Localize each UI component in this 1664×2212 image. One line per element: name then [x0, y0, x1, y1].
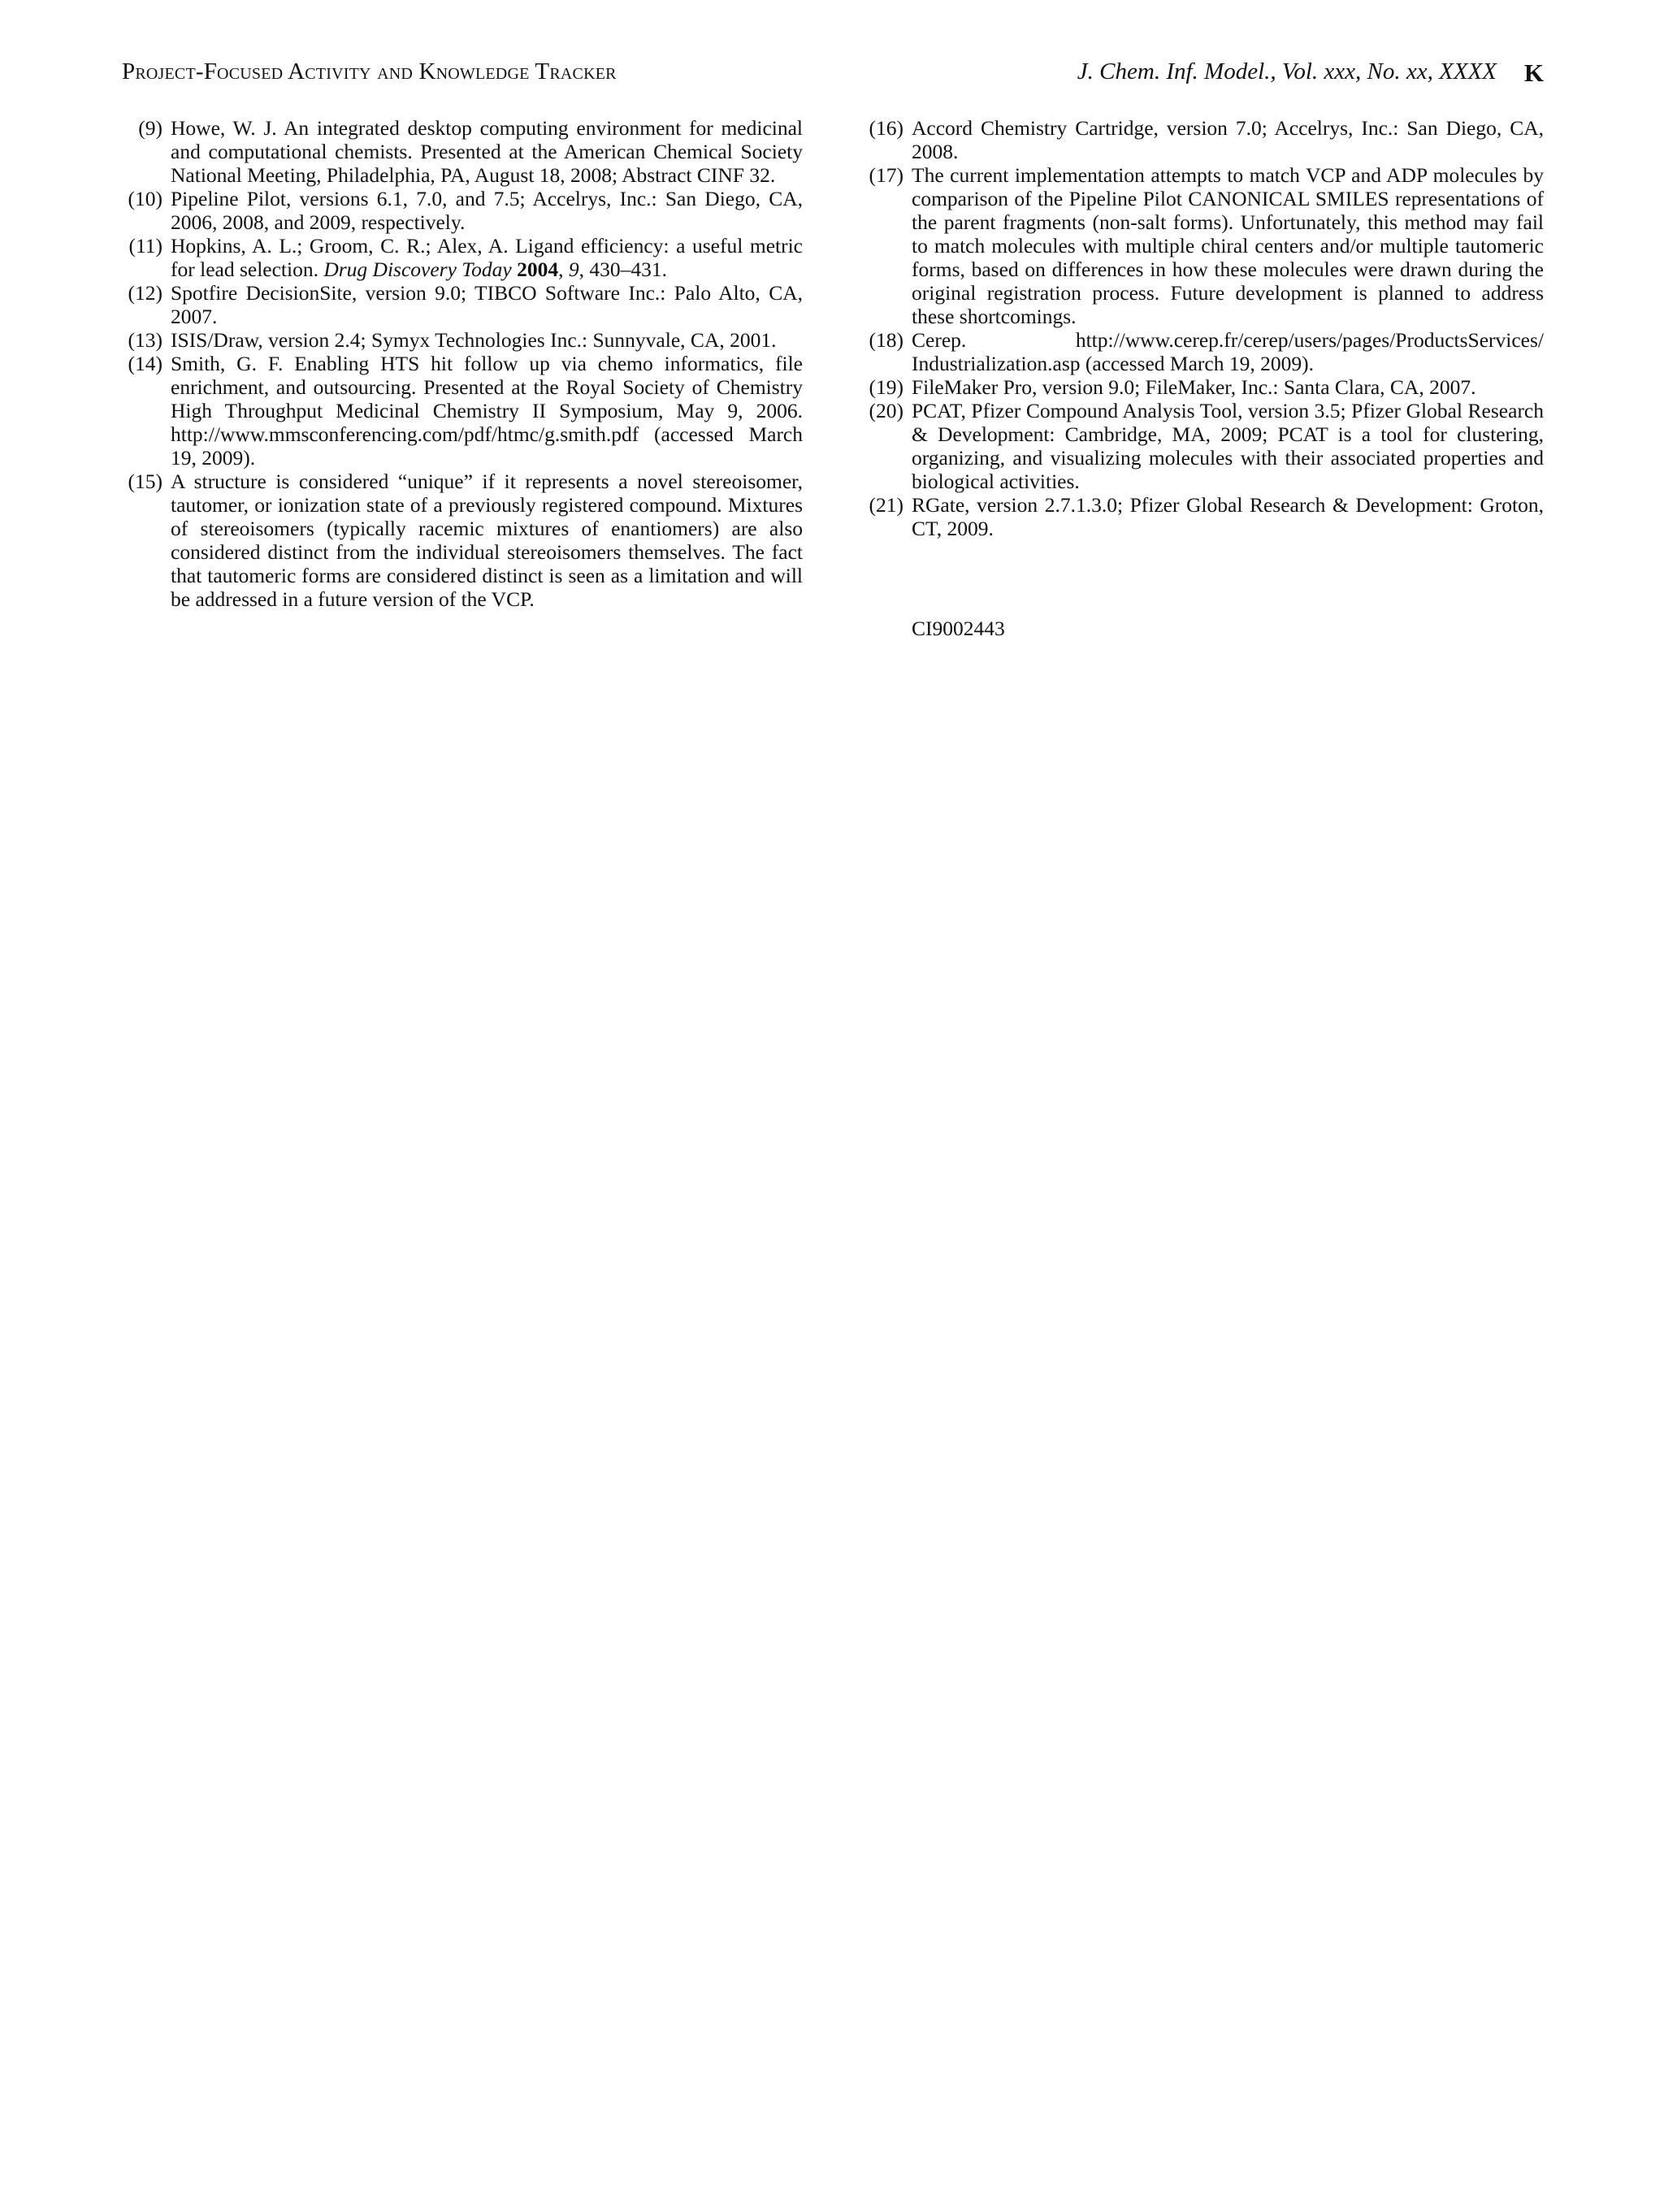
reference-14 [122, 352, 803, 470]
reference-text: A structure is considered “unique” if it represents a novel stereoisomer, tautomer, or ionization state of a previously registered compound. Mixtures of stereoisomers (typically racemic mixtures of enantiomers) are also considered distinct from the individual stereoisomers themselves. The fact that tautomeric forms are considered distinct is seen as a limitation and will be addressed in a future version of the VCP. [171, 470, 803, 611]
reference-text: PCAT, Pfizer Compound Analysis Tool, version 3.5; Pfizer Global Research & Development: Cambridge, MA, 2009; PCAT is a tool for clustering, organizing, and visualizing molecules with their associated properties and biological activities. [912, 399, 1544, 493]
reference-number: (15) [128, 470, 162, 493]
reference-text: ISIS/Draw, version 2.4; Symyx Technologies Inc.: Sunnyvale, CA, 2001. [171, 328, 777, 352]
reference-number: (13) [128, 328, 162, 352]
reference-number: (12) [128, 281, 162, 305]
reference-number: (20) [869, 399, 904, 422]
reference-number: (21) [869, 493, 904, 517]
reference-number: (19) [869, 375, 904, 399]
reference-text: Smith, G. F. Enabling HTS hit follow up via chemo informatics, file enrichment, and outsourcing. Presented at the Royal Society of Chemistry High Throughput Medicinal Chemistry II Symposium, May 9, 2006. http://www.mmsconferencing.com/pdf/htmc/g.smith.pdf (accessed March 19, 2009). [171, 352, 803, 470]
running-title: Project-Focused Activity and Knowledge Tracker [122, 58, 617, 84]
reference-text: The current implementation attempts to match VCP and ADP molecules by comparison of the Pipeline Pilot CANONICAL SMILES representations of the parent fragments (non-salt forms). Unfortunately, this method may fail to match molecules with multiple chiral centers and/or multiple tautomeric forms, based on differences in how these molecules were drawn during the original registration process. Future development is planned to address these shortcomings. [912, 163, 1544, 328]
reference-authors-title: Hopkins, A. L.; Groom, C. R.; Alex, A. Ligand efficiency: a useful metric for lead selection. [171, 234, 803, 281]
reference-17 [863, 163, 1544, 328]
reference-text: RGate, version 2.7.1.3.0; Pfizer Global Research & Development: Groton, CT, 2009. [912, 493, 1544, 540]
journal-volume: 9 [568, 258, 579, 281]
journal-citation: J. Chem. Inf. Model., Vol. xxx, No. xx, XXXX [1077, 58, 1497, 84]
reference-20 [863, 399, 1544, 493]
reference-18 [863, 328, 1544, 375]
document-id: CI9002443 [912, 617, 1005, 640]
reference-19 [863, 375, 1544, 399]
reference-13 [122, 328, 803, 352]
reference-text: Cerep. http://www.cerep.fr/cerep/users/pages/ProductsServices/ Industrialization.asp (accessed March 19, 2009). [912, 328, 1544, 375]
reference-number: (16) [869, 116, 904, 140]
reference-number: (9) [138, 116, 162, 140]
reference-number: (14) [128, 352, 162, 375]
references-left-column [122, 116, 803, 611]
reference-number: (17) [869, 163, 904, 187]
reference-text: Hopkins, A. L.; Groom, C. R.; Alex, A. Ligand efficiency: a useful metric for lead selection. Drug Discovery Today 2004, 9, 430–431. [171, 234, 803, 281]
reference-text: Howe, W. J. An integrated desktop computing environment for medicinal and computational chemists. Presented at the American Chemical Society National Meeting, Philadelphia, PA, August 18, 2008; Abstract CINF 32. [171, 116, 803, 187]
reference-text: Spotfire DecisionSite, version 9.0; TIBCO Software Inc.: Palo Alto, CA, 2007. [171, 281, 803, 328]
reference-text: Accord Chemistry Cartridge, version 7.0; Accelrys, Inc.: San Diego, CA, 2008. [912, 116, 1544, 163]
journal-year: 2004 [517, 258, 559, 281]
reference-16 [863, 116, 1544, 163]
reference-21 [863, 493, 1544, 540]
reference-9 [122, 116, 803, 187]
reference-10 [122, 187, 803, 234]
page-header [122, 58, 1544, 94]
reference-number: (10) [128, 187, 162, 210]
journal-pages: 430–431. [589, 258, 667, 281]
reference-number: (18) [869, 328, 904, 352]
reference-11 [122, 234, 803, 281]
references-right-column [863, 116, 1544, 640]
reference-15 [122, 470, 803, 611]
reference-text: Pipeline Pilot, versions 6.1, 7.0, and 7.5; Accelrys, Inc.: San Diego, CA, 2006, 2008, and 2009, respectively. [171, 187, 803, 234]
reference-12 [122, 281, 803, 328]
page-letter: K [1523, 58, 1544, 87]
journal-name: Drug Discovery Today [323, 258, 512, 281]
reference-text: FileMaker Pro, version 9.0; FileMaker, Inc.: Santa Clara, CA, 2007. [912, 375, 1476, 399]
reference-number: (11) [128, 234, 162, 258]
